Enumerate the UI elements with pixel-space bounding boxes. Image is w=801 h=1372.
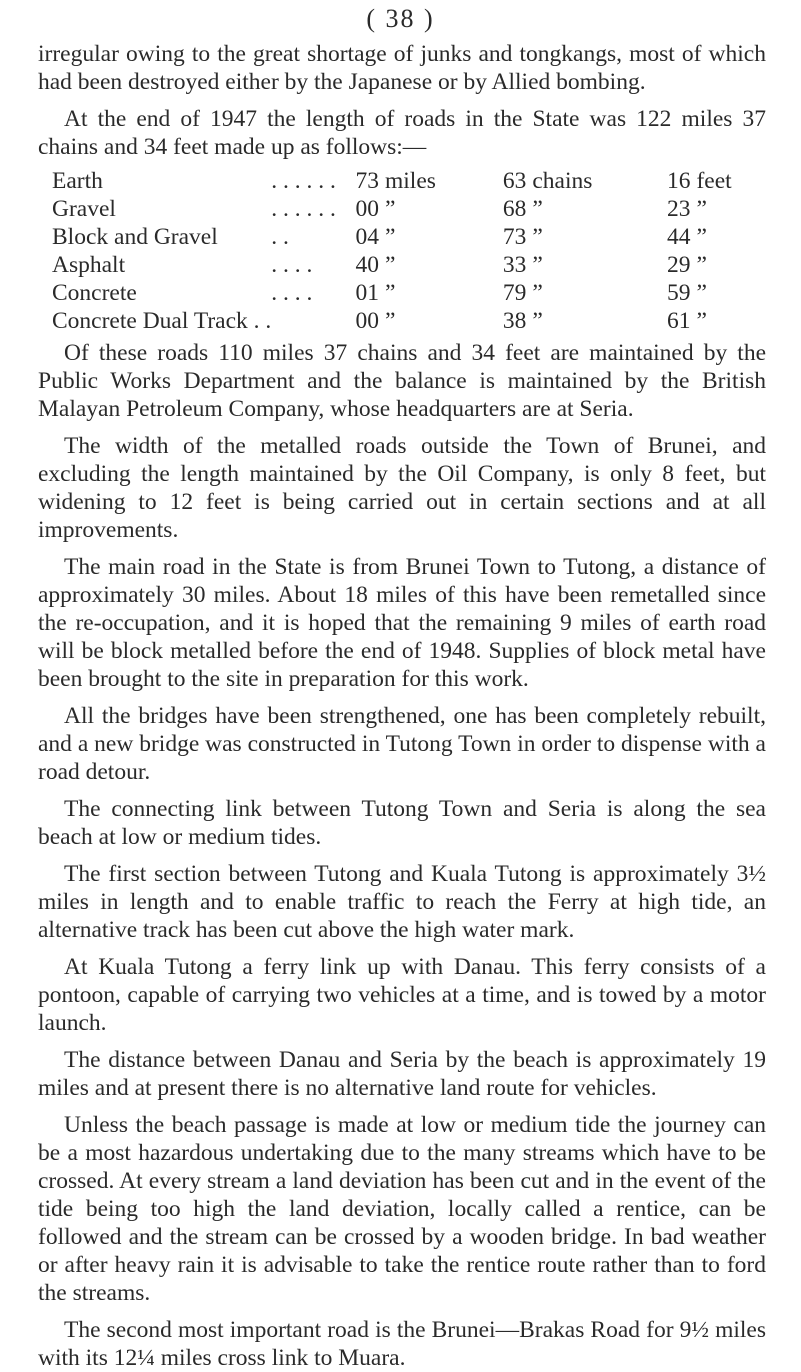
paragraph: The second most important road is the Brunei—Brakas Road for 9½ miles with its 12¼ miles cross link to Muara. bbox=[38, 1317, 766, 1371]
miles-value: 00 bbox=[355, 308, 379, 334]
miles-unit: ” bbox=[384, 196, 396, 222]
table-row bbox=[38, 251, 766, 279]
chains-unit: ” bbox=[532, 280, 543, 306]
paragraph: At the end of 1947 the length of roads in the State was 122 miles 37 chains and 34 feet made up as follows:— bbox=[38, 106, 766, 160]
feet-unit: feet bbox=[696, 168, 732, 194]
dot-leader: . . . . bbox=[271, 252, 313, 278]
feet-unit: ” bbox=[696, 308, 707, 334]
miles-unit: ” bbox=[384, 224, 396, 250]
chains-value: 38 bbox=[502, 308, 527, 334]
paragraph: At Kuala Tutong a ferry link up with Danau. This ferry consists of a pontoon, capable of carrying two vehicles at a time, and is towed by a motor launch. bbox=[38, 954, 766, 1036]
chains-value: 63 bbox=[502, 168, 527, 194]
paragraph: Of these roads 110 miles 37 chains and 34 feet are maintained by the Public Works Department and the balance is maintained by the British Malayan Petroleum Company, whose headquarters are at Seria. bbox=[38, 340, 766, 422]
miles-unit: ” bbox=[384, 280, 396, 306]
body-text bbox=[38, 40, 766, 1372]
chains-value: 68 bbox=[502, 196, 527, 222]
miles-unit: miles bbox=[384, 168, 436, 194]
feet-unit: ” bbox=[696, 252, 707, 278]
surface-label: Gravel bbox=[52, 196, 116, 222]
feet-unit: ” bbox=[696, 224, 707, 250]
miles-value: 04 bbox=[355, 224, 379, 250]
dot-leader: . . . . . . bbox=[271, 168, 336, 194]
dot-leader bbox=[271, 307, 336, 335]
chains-value: 73 bbox=[502, 224, 527, 250]
table-row bbox=[38, 307, 766, 335]
chains-unit: ” bbox=[532, 308, 543, 334]
chains-unit: ” bbox=[532, 252, 543, 278]
chains-value: 33 bbox=[502, 252, 527, 278]
paragraph: All the bridges have been strengthened, one has been completely rebuilt, and a new bridge was constructed in Tutong Town in order to dispense with a road detour. bbox=[38, 703, 766, 785]
feet-value: 29 bbox=[666, 252, 691, 278]
feet-unit: ” bbox=[696, 280, 707, 306]
table-row bbox=[38, 195, 766, 223]
surface-label: Concrete Dual Track . . bbox=[52, 308, 272, 334]
chains-unit: ” bbox=[532, 224, 543, 250]
feet-value: 44 bbox=[666, 224, 691, 250]
miles-unit: ” bbox=[384, 252, 396, 278]
miles-unit: ” bbox=[384, 308, 396, 334]
paragraph: The width of the metalled roads outside the Town of Brunei, and excluding the length maintained by the Oil Company, is only 8 feet, but widening to 12 feet is being carried out in certain sections and at all improvements. bbox=[38, 433, 766, 543]
dot-leader: . . . . bbox=[271, 280, 313, 306]
paragraph: Unless the beach passage is made at low or medium tide the journey can be a most hazardous undertaking due to the many streams which have to be crossed. At every stream a land deviation has been cut and in the event of the tide being too high the land deviation, locally called a rentice, can be followed and the stream can be crossed by a wooden bridge. In bad weather or after heavy rain it is advisable to take the rentice route rather than to ford the streams. bbox=[38, 1112, 766, 1306]
chains-unit: chains bbox=[532, 168, 593, 194]
miles-value: 73 bbox=[355, 168, 379, 194]
table-row bbox=[38, 167, 766, 195]
surface-label: Concrete bbox=[52, 280, 137, 306]
miles-value: 01 bbox=[355, 280, 379, 306]
paragraph: The distance between Danau and Seria by the beach is approximately 19 miles and at present there is no alternative land route for vehicles. bbox=[38, 1047, 766, 1101]
surface-label: Block and Gravel bbox=[52, 224, 218, 250]
table-row bbox=[38, 279, 766, 307]
paragraph: The main road in the State is from Brunei Town to Tutong, a distance of approximately 30 miles. About 18 miles of this have been remetalled since the re-occupation, and it is hoped that the remaining 9 miles of earth road will be block metalled before the end of 1948. Supplies of block metal have been brought to the site in preparation for this work. bbox=[38, 554, 766, 692]
dot-leader: . . . . . . bbox=[271, 196, 336, 222]
chains-unit: ” bbox=[532, 196, 543, 222]
surface-label: Earth bbox=[52, 168, 103, 194]
dot-leader: . . bbox=[271, 224, 289, 250]
feet-value: 23 bbox=[666, 196, 691, 222]
paragraph: The connecting link between Tutong Town and Seria is along the sea beach at low or medium tides. bbox=[38, 796, 766, 850]
chains-value: 79 bbox=[502, 280, 527, 306]
miles-value: 40 bbox=[355, 252, 379, 278]
feet-value: 16 bbox=[666, 168, 691, 194]
feet-value: 61 bbox=[666, 308, 691, 334]
table-row bbox=[38, 223, 766, 251]
surface-label: Asphalt bbox=[52, 252, 126, 278]
paragraph: irregular owing to the great shortage of junks and tongkangs, most of which had been destroyed either by the Japanese or by Allied bombing. bbox=[38, 41, 766, 95]
miles-value: 00 bbox=[355, 196, 379, 222]
page-number: ( 38 ) bbox=[366, 4, 435, 33]
feet-unit: ” bbox=[696, 196, 707, 222]
road-length-table bbox=[38, 167, 766, 335]
paragraph: The first section between Tutong and Kuala Tutong is approximately 3½ miles in length and to enable traffic to reach the Ferry at high tide, an alternative track has been cut above the high water mark. bbox=[38, 861, 766, 943]
feet-value: 59 bbox=[666, 280, 691, 306]
